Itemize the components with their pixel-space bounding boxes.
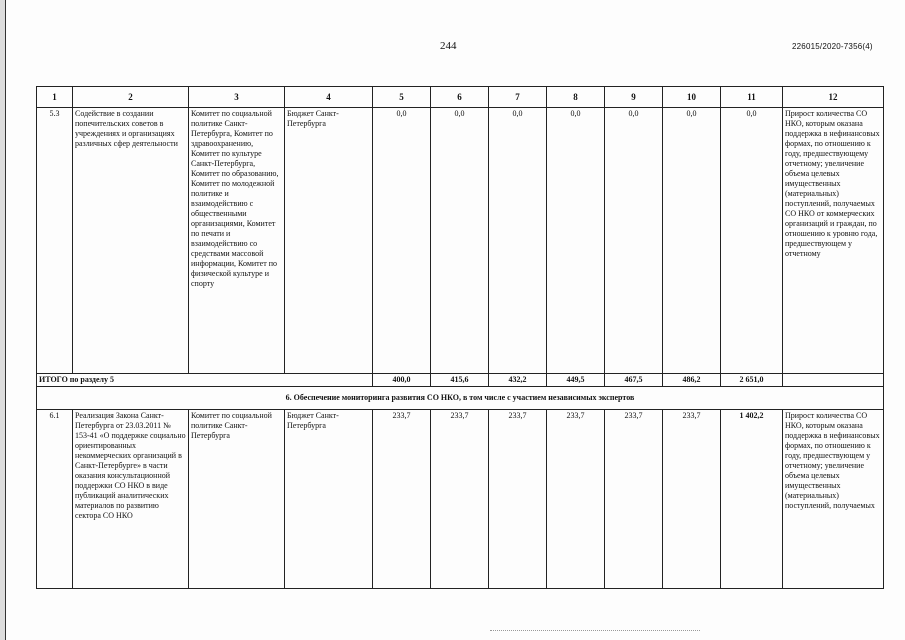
- col-header-8: 8: [547, 87, 605, 108]
- scan-left-edge: [0, 0, 6, 640]
- col-header-3: 3: [189, 87, 285, 108]
- source-cell: Бюджет Санкт-Петербурга: [285, 108, 373, 374]
- header-row: [37, 87, 884, 108]
- value-cell: 0,0: [547, 108, 605, 374]
- executors-cell: Комитет по социальной политике Санкт-Петербурга, Комитет по здравоохранению, Комитет по культуре Санкт-Петербурга, Комитет по образованию, Комитет по молодежной политике и взаимодействию с общественными организациями, Комитет по печати и взаимодействию со средствами массовой информации, Комитет по физической культуре и спорту: [189, 108, 285, 374]
- col-header-6: 6: [431, 87, 489, 108]
- row-id: 6.1: [37, 410, 73, 589]
- total-value: 415,6: [431, 374, 489, 387]
- page-number: 244: [440, 40, 457, 52]
- total-value: 2 651,0: [721, 374, 783, 387]
- total-value: 400,0: [373, 374, 431, 387]
- total-value: 449,5: [547, 374, 605, 387]
- col-header-9: 9: [605, 87, 663, 108]
- document-code: 226015/2020-7356(4): [792, 42, 873, 51]
- row-id: 5.3: [37, 108, 73, 374]
- value-cell: 0,0: [605, 108, 663, 374]
- result-cell: Прирост количества СО НКО, которым оказана поддержка в нефинансовых формах, по отношению к году, предшествующему отчетному; увеличение объема целевых имущественных (материальных) поступлений, получаемых СО НКО от коммерческих организаций и граждан, по отношению к уровню года, предшествующем у отчетному: [783, 108, 884, 374]
- table-row: [37, 410, 884, 589]
- value-cell: 0,0: [489, 108, 547, 374]
- col-header-5: 5: [373, 87, 431, 108]
- col-header-12: 12: [783, 87, 884, 108]
- measure-cell: Реализация Закона Санкт-Петербурга от 23.03.2011 № 153-41 «О поддержке социально ориентированных некоммерческих организаций в Санкт-Петербурге» в части оказания консультационной поддержки СО НКО в виде публикаций аналитических материалов по развитию сектора СО НКО: [73, 410, 189, 589]
- value-cell: 0,0: [721, 108, 783, 374]
- value-cell: 233,7: [489, 410, 547, 589]
- total-value: 467,5: [605, 374, 663, 387]
- source-cell: Бюджет Санкт-Петербурга: [285, 410, 373, 589]
- table-row: [37, 108, 884, 374]
- col-header-2: 2: [73, 87, 189, 108]
- value-cell: 233,7: [373, 410, 431, 589]
- col-header-1: 1: [37, 87, 73, 108]
- total-row: [37, 374, 884, 387]
- value-cell: 233,7: [547, 410, 605, 589]
- section-row: [37, 387, 884, 410]
- result-cell: Прирост количества СО НКО, которым оказана поддержка в нефинансовых формах, по отношению к году, предшествующем у отчетному; увеличение объема целевых имущественных (материальных) поступлений, получаемых: [783, 410, 884, 589]
- col-header-7: 7: [489, 87, 547, 108]
- value-cell: 233,7: [605, 410, 663, 589]
- total-value: 486,2: [663, 374, 721, 387]
- col-header-11: 11: [721, 87, 783, 108]
- empty-cell: [783, 374, 884, 387]
- value-cell: 233,7: [663, 410, 721, 589]
- value-cell: 0,0: [373, 108, 431, 374]
- measure-cell: Содействие в создании попечительских советов в учреждениях и организациях различных сфер деятельности: [73, 108, 189, 374]
- value-cell: 1 402,2: [721, 410, 783, 589]
- program-table: [36, 86, 884, 589]
- value-cell: 0,0: [663, 108, 721, 374]
- total-label: ИТОГО по разделу 5: [37, 374, 373, 387]
- executors-cell: Комитет по социальной политике Санкт-Петербурга: [189, 410, 285, 589]
- col-header-10: 10: [663, 87, 721, 108]
- col-header-4: 4: [285, 87, 373, 108]
- total-value: 432,2: [489, 374, 547, 387]
- value-cell: 0,0: [431, 108, 489, 374]
- value-cell: 233,7: [431, 410, 489, 589]
- scan-artifact: [490, 630, 700, 635]
- section-title: 6. Обеспечение мониторинга развития СО НКО, в том числе с участием независимых экспертов: [37, 387, 884, 410]
